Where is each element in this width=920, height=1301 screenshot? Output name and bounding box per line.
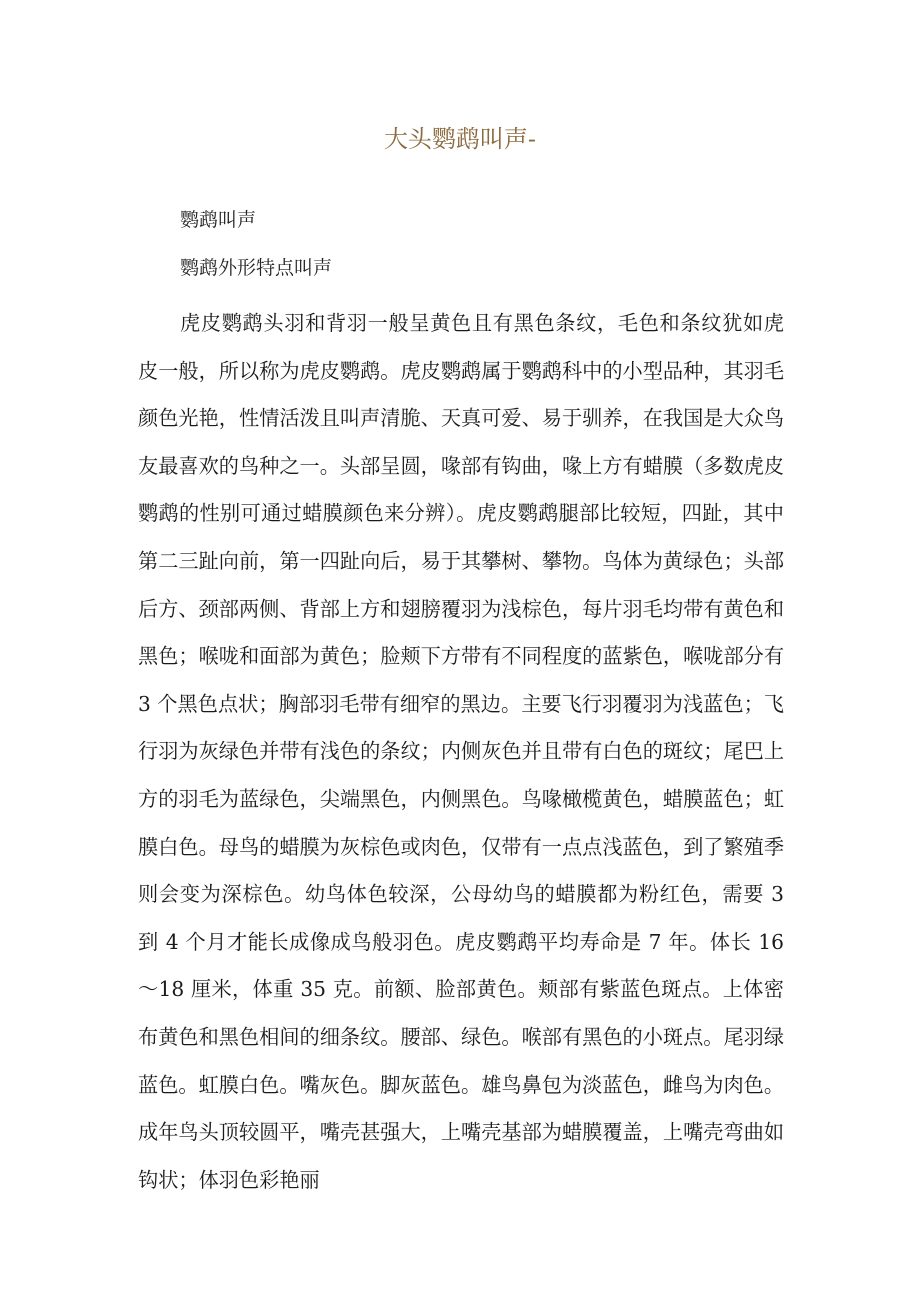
document-title: 大头鹦鹉叫声- [383, 125, 537, 153]
section-heading-parrot-appearance: 鹦鹉外形特点叫声 [180, 257, 333, 279]
body-paragraph: 虎皮鹦鹉头羽和背羽一般呈黄色且有黑色条纹，毛色和条纹犹如虎皮一般，所以称为虎皮鹦鹉。虎皮鹦鹉属于鹦鹉科中的小型品种，其羽毛颜色光艳，性情活泼且叫声清脆、天真可爱、易于驯养，在我国是大众鸟友最喜欢的鸟种之一。头部呈圆，喙部有钩曲，喙上方有蜡膜（多数虎皮鹦鹉的性别可通过蜡膜颜色来分辨）。虎皮鹦鹉腿部比较短，四趾，其中第二三趾向前，第一四趾向后，易于其攀树、攀物。鸟体为黄绿色；头部后方、颈部两侧、背部上方和翅膀覆羽为浅棕色，每片羽毛均带有黄色和黑色；喉咙和面部为黄色；脸颊下方带有不同程度的蓝紫色，喉咙部分有 3 个黑色点状；胸部羽毛带有细窄的黑边。主要飞行羽覆羽为浅蓝色；飞行羽为灰绿色并带有浅色的条纹；内侧灰色并且带有白色的斑纹；尾巴上方的羽毛为蓝绿色，尖端黑色，内侧黑色。鸟喙橄榄黄色，蜡膜蓝色；虹膜白色。母鸟的蜡膜为灰棕色或肉色，仅带有一点点浅蓝色，到了繁殖季则会变为深棕色。幼鸟体色较深，公母幼鸟的蜡膜都为粉红色，需要 3 到 4 个月才能长成像成鸟般羽色。虎皮鹦鹉平均寿命是 7 年。体长 16～18 厘米，体重 35 克。前额、脸部黄色。颊部有紫蓝色斑点。上体密布黄色和黑色相间的细条纹。腰部、绿色。喉部有黑色的小斑点。尾羽绿蓝色。虹膜白色。嘴灰色。脚灰蓝色。雄鸟鼻包为淡蓝色，雌鸟为肉色。成年鸟头顶较圆平，嘴壳甚强大，上嘴壳基部为蜡膜覆盖，上嘴壳弯曲如钩状；体羽色彩艳丽 [138, 311, 785, 1192]
section-heading-parrot-calls: 鹦鹉叫声 [180, 209, 257, 231]
